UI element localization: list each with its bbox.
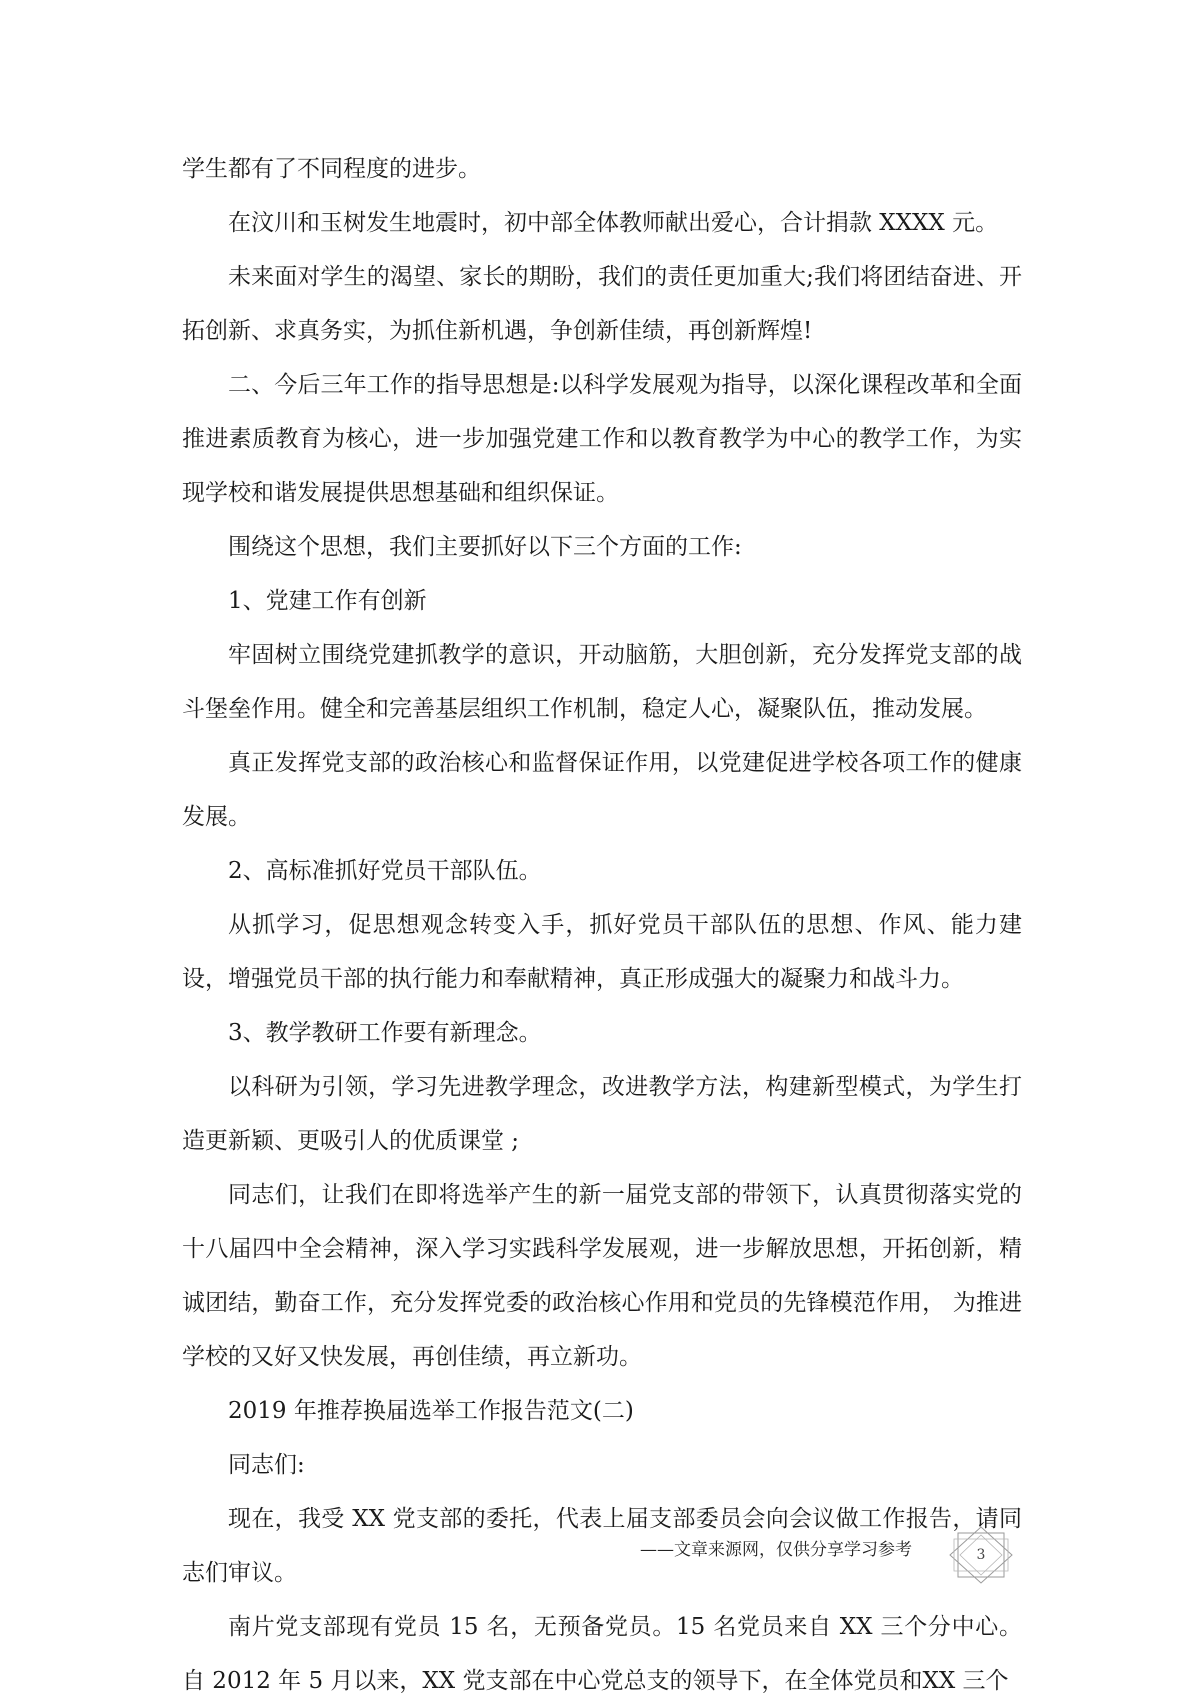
paragraph: 学生都有了不同程度的进步。 — [182, 156, 481, 182]
paragraph: 以科研为引领，学习先进教学理念，改进教学方法，构建新型模式，为学生打造更新颖、更吸引人的优质课堂 ; — [182, 1074, 1022, 1154]
footer-source-note: ——文章来源网，仅供分享学习参考 — [640, 1540, 912, 1560]
paragraph: 牢固树立围绕党建抓教学的意识，开动脑筋，大胆创新，充分发挥党支部的战斗堡垒作用。健全和完善基层组织工作机制，稳定人心，凝聚队伍，推动发展。 — [182, 642, 1022, 722]
paragraph: 南片党支部现有党员 15 名，无预备党员。15 名党员来自 XX 三个分中心。自 2012 年 5 月以来，XX 党支部在中心党总支的领导下，在全体党员和XX 三个 — [182, 1614, 1022, 1694]
section-heading: 3、教学教研工作要有新理念。 — [228, 1020, 542, 1046]
section-heading: 2、高标准抓好党员干部队伍。 — [228, 858, 542, 884]
paragraph: 从抓学习，促思想观念转变入手，抓好党员干部队伍的思想、作风、能力建设，增强党员干部的执行能力和奉献精神，真正形成强大的凝聚力和战斗力。 — [182, 912, 1022, 992]
salutation: 同志们: — [228, 1452, 305, 1478]
paragraph: 同志们，让我们在即将选举产生的新一届党支部的带领下，认真贯彻落实党的十八届四中全会精神，深入学习实践科学发展观，进一步解放思想，开拓创新，精诚团结，勤奋工作，充分发挥党委的政治核心作用和党员的先锋模范作用， 为推进学校的又好又快发展，再创佳绩，再立新功。 — [182, 1182, 1022, 1370]
paragraph: 现在，我受 XX 党支部的委托，代表上届支部委员会向会议做工作报告，请同志们审议。 — [182, 1506, 1022, 1586]
page-number: 3 — [976, 1547, 986, 1563]
paragraph: 真正发挥党支部的政治核心和监督保证作用，以党建促进学校各项工作的健康发展。 — [182, 750, 1022, 830]
paragraph: 二、今后三年工作的指导思想是:以科学发展观为指导，以深化课程改革和全面推进素质教育为核心，进一步加强党建工作和以教育教学为中心的教学工作，为实现学校和谐发展提供思想基础和组织保证。 — [182, 372, 1022, 506]
page-number-badge — [944, 1525, 1018, 1585]
section-heading: 1、党建工作有创新 — [228, 588, 427, 614]
paragraph: 在汶川和玉树发生地震时，初中部全体教师献出爱心，合计捐款 XXXX 元。 — [228, 210, 999, 236]
document-body — [182, 142, 1022, 1708]
paragraph: 围绕这个思想，我们主要抓好以下三个方面的工作: — [228, 534, 742, 560]
document-title: 2019 年推荐换届选举工作报告范文(二) — [228, 1398, 634, 1424]
paragraph: 未来面对学生的渴望、家长的期盼，我们的责任更加重大;我们将团结奋进、开拓创新、求真务实，为抓住新机遇，争创新佳绩，再创新辉煌! — [182, 264, 1022, 344]
